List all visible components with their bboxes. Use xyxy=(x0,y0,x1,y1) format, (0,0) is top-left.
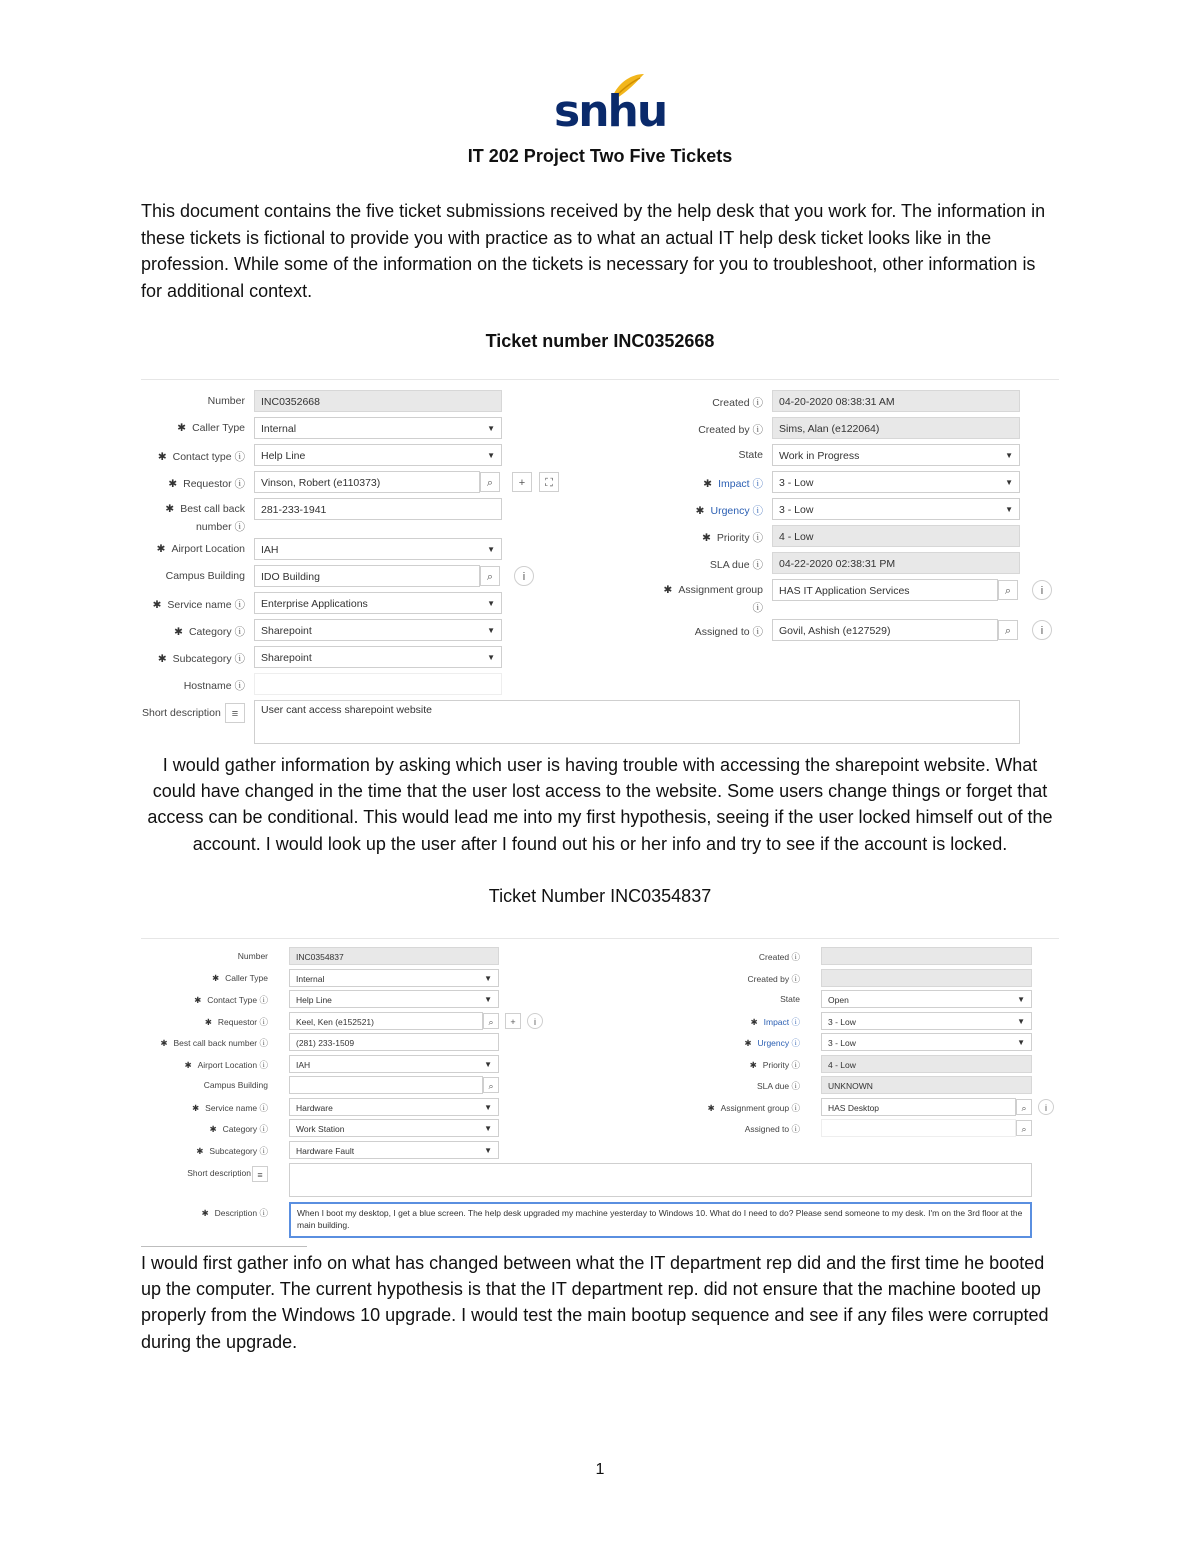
label-created: Created ⓘ xyxy=(758,952,800,962)
label-caller-type: ✱ Caller Type xyxy=(177,422,245,434)
add-user-icon[interactable]: + xyxy=(505,1013,521,1029)
label-contact-type: ✱ Contact Type ⓘ xyxy=(194,995,268,1005)
snhu-logo xyxy=(548,68,667,138)
info-icon[interactable]: i xyxy=(514,566,534,586)
category-select[interactable]: Work Station ▼ xyxy=(289,1119,499,1137)
label-priority: ✱ Priority ⓘ xyxy=(749,1060,800,1070)
short-description-field[interactable] xyxy=(289,1163,1032,1197)
label-created: Created ⓘ xyxy=(712,397,763,409)
label-urgency: ✱ Urgency ⓘ xyxy=(744,1038,800,1048)
search-icon[interactable]: ⌕ xyxy=(1016,1099,1032,1115)
ticket2-form xyxy=(141,938,1059,1241)
label-sla-due: SLA due ⓘ xyxy=(756,1081,800,1091)
info-icon[interactable]: i xyxy=(1038,1099,1054,1115)
label-impact: ✱ Impact ⓘ xyxy=(750,1017,800,1027)
label-assignment-group: ✱ Assignment group xyxy=(663,584,763,596)
label-short-description: Short description xyxy=(187,1168,251,1178)
search-icon[interactable]: ⌕ xyxy=(480,472,500,492)
assignment-group-field[interactable]: HAS Desktop xyxy=(821,1098,1016,1116)
number-field: INC0352668 xyxy=(254,390,502,412)
label-service-name: ✱ Service name ⓘ xyxy=(192,1103,268,1113)
label-service-name: ✱ Service name ⓘ xyxy=(152,599,245,611)
label-airport-location: ✱ Airport Location xyxy=(156,543,245,555)
spell-check-icon[interactable]: ≡ xyxy=(225,703,245,723)
sla-due-field: 04-22-2020 02:38:31 PM xyxy=(772,552,1020,574)
search-icon[interactable]: ⌕ xyxy=(1016,1120,1032,1136)
assigned-to-field[interactable] xyxy=(821,1119,1016,1137)
label-campus-building: Campus Building xyxy=(165,570,245,582)
category-select[interactable]: Sharepoint ▼ xyxy=(254,619,502,641)
number-field: INC0354837 xyxy=(289,947,499,965)
campus-building-field[interactable]: IDO Building xyxy=(254,565,480,587)
label-best-call-back: ✱ Best call back number ⓘ xyxy=(160,1038,268,1048)
label-created-by: Created by ⓘ xyxy=(698,424,763,436)
label-requestor: ✱ Requestor ⓘ xyxy=(204,1017,268,1027)
service-name-select[interactable]: Hardware ▼ xyxy=(289,1098,499,1116)
label-best-call-back-2: number ⓘ xyxy=(195,521,245,533)
label-number: Number xyxy=(207,395,245,407)
label-assignment-group-2: ⓘ xyxy=(752,602,763,614)
search-icon[interactable]: ⌕ xyxy=(998,620,1018,640)
impact-select[interactable]: 3 - Low ▼ xyxy=(821,1012,1032,1030)
spell-check-icon[interactable]: ≡ xyxy=(252,1166,268,1182)
ticket2-heading: Ticket Number INC0354837 xyxy=(488,886,712,906)
label-contact-type: ✱ Contact type ⓘ xyxy=(157,451,245,463)
created-field xyxy=(821,947,1032,965)
subcategory-select[interactable]: Sharepoint ▼ xyxy=(254,646,502,668)
label-impact: ✱ Impact ⓘ xyxy=(703,478,763,490)
best-call-back-field[interactable]: (281) 233-1509 xyxy=(289,1033,499,1051)
assignment-group-field[interactable]: HAS IT Application Services xyxy=(772,579,998,601)
sla-due-field: UNKNOWN xyxy=(821,1076,1032,1094)
priority-field: 4 - Low xyxy=(772,525,1020,547)
service-name-select[interactable]: Enterprise Applications ▼ xyxy=(254,592,502,614)
info-icon[interactable]: i xyxy=(1032,620,1052,640)
label-best-call-back: ✱ Best call back xyxy=(165,503,245,515)
airport-location-select[interactable]: IAH ▼ xyxy=(254,538,502,560)
label-short-description: Short description xyxy=(142,707,221,719)
label-category: ✱ Category ⓘ xyxy=(209,1124,268,1134)
label-assigned-to: Assigned to ⓘ xyxy=(744,1124,800,1134)
label-subcategory: ✱ Subcategory ⓘ xyxy=(157,653,245,665)
label-subcategory: ✱ Subcategory ⓘ xyxy=(196,1146,268,1156)
ticket1-form xyxy=(141,379,1059,750)
search-icon[interactable]: ⌕ xyxy=(483,1013,499,1029)
contact-type-select[interactable]: Help Line ▼ xyxy=(289,990,499,1008)
created-by-field xyxy=(821,969,1032,987)
label-state: State xyxy=(738,449,763,461)
label-description: ✱ Description ⓘ xyxy=(201,1208,268,1218)
campus-building-field[interactable] xyxy=(289,1076,483,1094)
search-icon[interactable]: ⌕ xyxy=(998,580,1018,600)
assigned-to-field[interactable]: Govil, Ashish (e127529) xyxy=(772,619,998,641)
priority-field: 4 - Low xyxy=(821,1055,1032,1073)
label-hostname: Hostname ⓘ xyxy=(183,680,245,692)
requestor-field[interactable]: Vinson, Robert (e110373) xyxy=(254,471,480,493)
label-urgency: ✱ Urgency ⓘ xyxy=(695,505,763,517)
label-campus-building: Campus Building xyxy=(203,1080,268,1090)
requestor-field[interactable]: Keel, Ken (e152521) xyxy=(289,1012,483,1030)
ticket2-response: I would first gather info on what has changed between what the IT department rep did and the first time he booted up the computer. The current hypothesis is that the IT department rep. did not ensure that the machine booted up properly from the Windows 10 upgrade. I would test the main bootup sequence and see if any files were corrupted during the upgrade. xyxy=(141,1253,1049,1352)
label-assignment-group: ✱ Assignment group ⓘ xyxy=(707,1103,800,1113)
label-state: State xyxy=(780,994,800,1004)
label-assigned-to: Assigned to ⓘ xyxy=(694,626,763,638)
created-field: 04-20-2020 08:38:31 AM xyxy=(772,390,1020,412)
label-priority: ✱ Priority ⓘ xyxy=(702,532,763,544)
state-select[interactable]: Work in Progress ▼ xyxy=(772,444,1020,466)
short-description-field[interactable]: User cant access sharepoint website xyxy=(254,700,1020,744)
intro-paragraph: This document contains the five ticket submissions received by the help desk that you work for. The information in these tickets is fictional to provide you with practice as to what an actual IT help desk ticket looks like in the profession. While some of the information on the tickets is necessary for you to troubleshoot, other information is for additional context. xyxy=(141,201,1046,301)
contact-type-select[interactable]: Help Line ▼ xyxy=(254,444,502,466)
caller-type-select[interactable]: Internal ▼ xyxy=(254,417,502,439)
label-sla-due: SLA due ⓘ xyxy=(709,559,763,571)
best-call-back-field[interactable]: 281-233-1941 xyxy=(254,498,502,520)
search-icon[interactable]: ⌕ xyxy=(480,566,500,586)
page-number: 1 xyxy=(595,1461,605,1478)
search-icon[interactable]: ⌕ xyxy=(483,1077,499,1093)
label-category: ✱ Category ⓘ xyxy=(174,626,245,638)
impact-select[interactable]: 3 - Low ▼ xyxy=(772,471,1020,493)
state-select[interactable]: Open ▼ xyxy=(821,990,1032,1008)
add-user-icon[interactable]: + xyxy=(512,472,532,492)
description-textarea[interactable]: When I boot my desktop, I get a blue screen. The help desk upgraded my machine yesterday to Windows 10. What do I need to do? Please send someone to my desk. I'm on the 3rd floor at the main building. xyxy=(289,1202,1032,1238)
created-by-field: Sims, Alan (e122064) xyxy=(772,417,1020,439)
logo-text: snhu xyxy=(554,86,667,137)
urgency-select[interactable]: 3 - Low ▼ xyxy=(821,1033,1032,1051)
divider xyxy=(141,1246,307,1247)
label-airport-location: ✱ Airport Location ⓘ xyxy=(184,1060,268,1070)
label-created-by: Created by ⓘ xyxy=(747,974,800,984)
label-caller-type: ✱ Caller Type xyxy=(212,973,268,983)
ticket1-heading: Ticket number INC0352668 xyxy=(485,331,715,351)
caller-type-select[interactable]: Internal ▼ xyxy=(289,969,499,987)
label-requestor: ✱ Requestor ⓘ xyxy=(168,478,245,490)
info-icon[interactable]: i xyxy=(1032,580,1052,600)
hostname-field[interactable] xyxy=(254,673,502,695)
label-number: Number xyxy=(237,951,268,961)
ticket1-response: I would gather information by asking which user is having trouble with accessing the sharepoint website. What could have changed in the time that the user lost access to the website. Some users change things or forget that access can be conditional. This would lead me into my first hypothesis, seeing if the user locked himself out of the account. I would look up the user after I found out his or her info and try to see if the account is locked. xyxy=(147,755,1053,854)
airport-location-select[interactable]: IAH ▼ xyxy=(289,1055,499,1073)
info-icon[interactable]: i xyxy=(527,1013,543,1029)
document-title: IT 202 Project Two Five Tickets xyxy=(467,146,733,166)
expand-icon[interactable]: ⛶ xyxy=(539,472,559,492)
urgency-select[interactable]: 3 - Low ▼ xyxy=(772,498,1020,520)
subcategory-select[interactable]: Hardware Fault ▼ xyxy=(289,1141,499,1159)
